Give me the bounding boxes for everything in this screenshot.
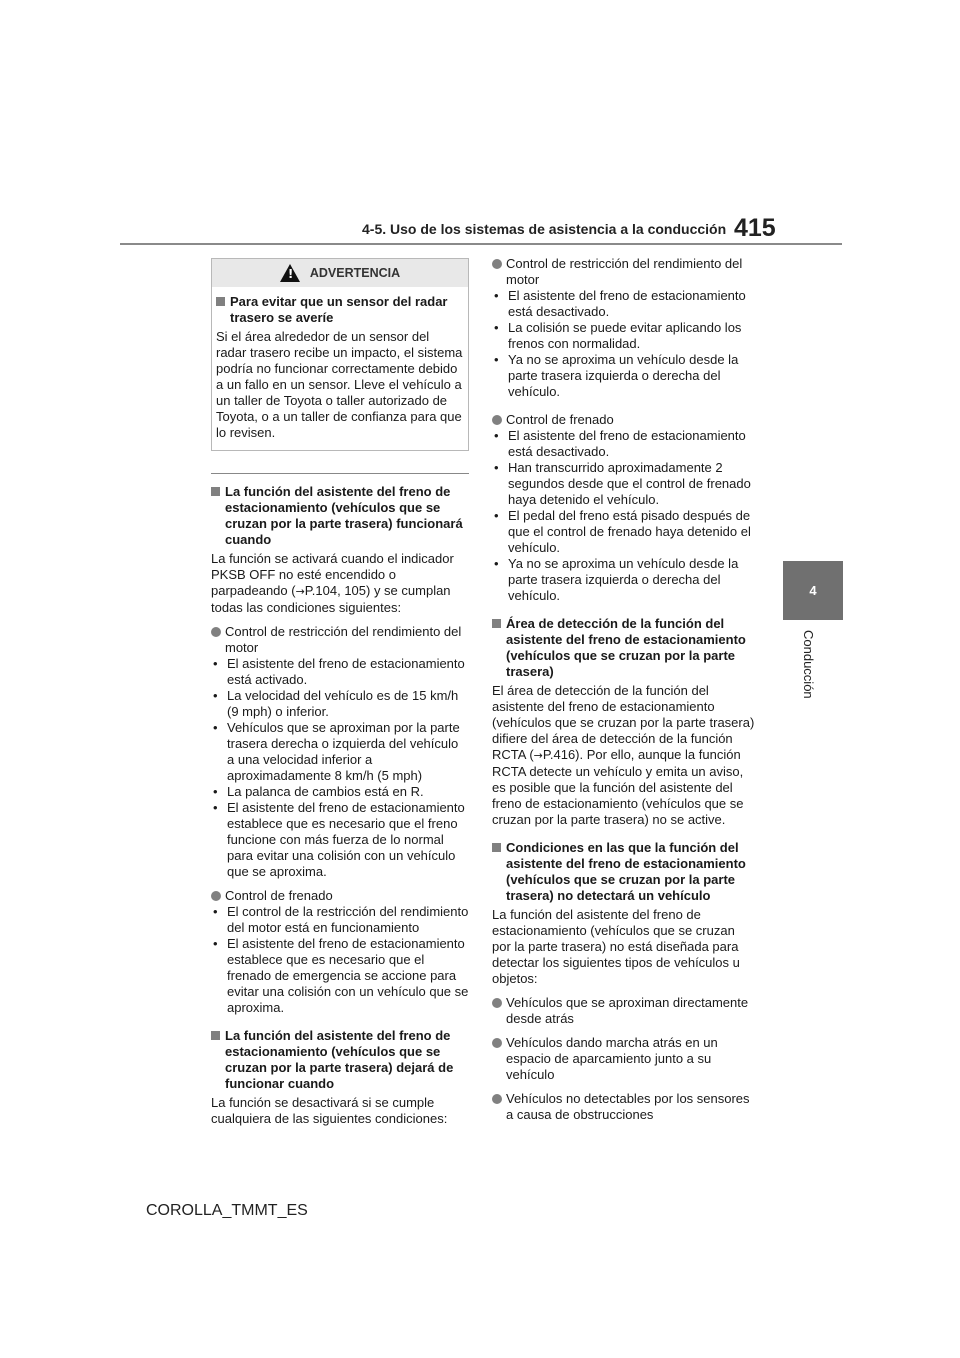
- bullet-mark: •: [494, 556, 499, 571]
- right-column: [492, 256, 756, 1132]
- warning-heading: [216, 294, 463, 326]
- paragraph-text: La función se activará cuando el indicador PKSB OFF no esté encendido o parpadeando (: [211, 551, 454, 598]
- bullet-mark: •: [494, 320, 499, 335]
- bullet-mark: •: [213, 656, 218, 671]
- sub-list-item: [492, 508, 756, 556]
- section-heading-text: Área de detección de la función del asistente del freno de estacionamiento (vehículos que se cruzan por la parte trasera): [506, 616, 746, 679]
- circle-bullet-icon: [492, 1094, 502, 1104]
- sub-list-item: [211, 720, 469, 784]
- sub-list-text: Vehículos que se aproximan por la parte trasera derecha o izquierda del vehículo a una velocidad inferior a aproximadamente 8 km/h (5 mph): [227, 720, 460, 783]
- sub-list-item: [492, 556, 756, 604]
- sub-list-item: [211, 904, 469, 936]
- header-rule: [120, 243, 842, 245]
- page-reference-text: P.416). Por ello, aunque la función RCTA detecte un vehículo y emita un aviso, es posible que la función del asistente del freno de estacionamiento (vehículos que se cruzan por la parte trasera) no se active.: [492, 747, 744, 827]
- page-reference-text: P.104, 105) y se cumplan todas las condiciones siguientes:: [211, 583, 451, 615]
- square-bullet-icon: [492, 843, 501, 852]
- warning-body-text: Si el área alrededor de un sensor del radar trasero recibe un impacto, el sistema podría no funcionar correctamente debido a un fallo en un sensor. Lleve el vehículo a un taller de Toyota o taller autorizado de Toyota, o a un taller de confianza para que lo revisen.: [216, 329, 463, 440]
- paragraph-text: El área de detección de la función del asistente del freno de estacionamiento (vehículos que se cruzan por la parte trasera) difiere del área de detección de la función RCTA (: [492, 683, 755, 762]
- sub-list-item: [492, 428, 756, 460]
- section-non-detection: [492, 840, 756, 1123]
- sub-list: [211, 904, 469, 1016]
- section-paragraph: La función del asistente del freno de estacionamiento (vehículos que se cruzan por la parte trasera) no está diseñada para detectar los siguientes tipos de vehículos u objetos:: [492, 907, 740, 986]
- section-divider: [211, 473, 469, 474]
- sub-list-text: El asistente del freno de estacionamiento está activado.: [227, 656, 465, 687]
- warning-title: ADVERTENCIA: [309, 266, 401, 280]
- sub-list-item: [492, 352, 756, 400]
- list-item: [492, 1035, 756, 1083]
- bullet-mark: •: [213, 784, 218, 799]
- sub-list: [492, 428, 756, 604]
- list-item: [492, 995, 756, 1027]
- sub-list-text: El asistente del freno de estacionamiento está desactivado.: [508, 428, 746, 459]
- sub-list-item: [211, 784, 469, 800]
- circle-bullet-icon: [492, 259, 502, 269]
- bullet-mark: •: [494, 508, 499, 523]
- section-heading: [211, 484, 469, 548]
- circle-bullet-icon: [211, 891, 221, 901]
- section-heading: [492, 840, 756, 904]
- page-number: 415: [734, 214, 776, 242]
- bullet-mark: •: [494, 428, 499, 443]
- chapter-tab-number: 4: [783, 561, 843, 620]
- bullet-mark: •: [213, 904, 218, 919]
- circle-bullet-icon: [211, 627, 221, 637]
- section-heading: [492, 616, 756, 680]
- section-activation: [211, 484, 469, 1016]
- bullet-mark: •: [213, 720, 218, 735]
- list-item-text: Vehículos que se aproximan directamente desde atrás: [506, 995, 749, 1026]
- sub-list: [211, 656, 469, 880]
- list-item: [211, 888, 469, 1016]
- page-reference-arrow-icon: →: [295, 585, 305, 598]
- sub-list-text: El asistente del freno de estacionamiento establece que es necesario que el freno funcione con más fuerza de lo normal para evitar una colisión con un vehículo que se aproxima.: [227, 800, 465, 879]
- sub-list-item: [492, 460, 756, 508]
- list-item-title: Control de frenado: [225, 888, 333, 903]
- sub-list-text: El asistente del freno de estacionamiento establece que es necesario que el frenado de emergencia se accione para evitar una colisión con un vehículo que se aproxima.: [227, 936, 469, 1015]
- list-item-text: Vehículos dando marcha atrás en un espacio de aparcamiento junto a su vehículo: [506, 1035, 718, 1082]
- warning-heading-text: Para evitar que un sensor del radar trasero se averíe: [230, 294, 448, 325]
- section-heading-text: Condiciones en las que la función del asistente del freno de estacionamiento (vehículos que se cruzan por la parte trasera) no detectará un vehículo: [506, 840, 746, 903]
- section-heading: [211, 1028, 469, 1092]
- sub-list-text: Ya no se aproxima un vehículo desde la parte trasera izquierda o derecha del vehículo.: [508, 556, 739, 603]
- section-deactivation: [211, 1028, 469, 1127]
- section-paragraph: [211, 551, 469, 616]
- footer-document-code: COROLLA_TMMT_ES: [146, 1202, 308, 1219]
- section-heading-text: La función del asistente del freno de estacionamiento (vehículos que se cruzan por la parte trasera) dejará de funcionar cuando: [225, 1028, 454, 1091]
- list-item: [492, 412, 756, 604]
- bullet-mark: •: [494, 460, 499, 475]
- sub-list-text: Han transcurrido aproximadamente 2 segundos desde que el control de frenado haya detenido el vehículo.: [508, 460, 751, 507]
- sub-list-text: El asistente del freno de estacionamiento está desactivado.: [508, 288, 746, 319]
- bullet-mark: •: [494, 288, 499, 303]
- chapter-tab-label: Conducción: [801, 630, 816, 699]
- bullet-mark: •: [213, 800, 218, 815]
- sub-list-text: La velocidad del vehículo es de 15 km/h (9 mph) o inferior.: [227, 688, 459, 719]
- bullet-mark: •: [494, 352, 499, 367]
- left-column: [211, 258, 469, 1136]
- square-bullet-icon: [211, 1031, 220, 1040]
- circle-bullet-icon: [492, 415, 502, 425]
- square-bullet-icon: [211, 487, 220, 496]
- list-item-text: Vehículos no detectables por los sensores a causa de obstrucciones: [506, 1091, 750, 1122]
- circle-bullet-icon: [492, 1038, 502, 1048]
- sub-list-item: [211, 936, 469, 1016]
- circle-bullet-icon: [492, 998, 502, 1008]
- page-reference-arrow-icon: →: [533, 749, 543, 762]
- section-heading-text: La función del asistente del freno de estacionamiento (vehículos que se cruzan por la parte trasera) funcionará cuando: [225, 484, 463, 547]
- square-bullet-icon: [492, 619, 501, 628]
- list-item: [492, 256, 756, 400]
- sub-list-item: [211, 656, 469, 688]
- running-header-title: 4-5. Uso de los sistemas de asistencia a la conducción: [362, 221, 727, 237]
- section-paragraph: [492, 683, 756, 828]
- sub-list-item: [211, 688, 469, 720]
- bullet-mark: •: [213, 688, 218, 703]
- sub-list-text: El control de la restricción del rendimiento del motor está en funcionamiento: [227, 904, 469, 935]
- list-item-title: Control de frenado: [506, 412, 614, 427]
- sub-list-text: El pedal del freno está pisado después de que el control de frenado haya detenido el vehículo.: [508, 508, 751, 555]
- warning-box: [211, 258, 469, 451]
- warning-triangle-icon: [280, 264, 300, 282]
- list-item-title: Control de restricción del rendimiento del motor: [225, 624, 462, 655]
- sub-list-item: [492, 320, 756, 352]
- warning-header: [212, 259, 468, 287]
- square-bullet-icon: [216, 297, 225, 306]
- sub-list-item: [211, 800, 469, 880]
- sub-list: [492, 288, 756, 400]
- sub-list-text: Ya no se aproxima un vehículo desde la parte trasera izquierda o derecha del vehículo.: [508, 352, 739, 399]
- section-detection-area: [492, 616, 756, 828]
- list-item-title: Control de restricción del rendimiento del motor: [506, 256, 743, 287]
- sub-list-text: La palanca de cambios está en R.: [227, 784, 424, 799]
- list-item: [211, 624, 469, 880]
- list-item: [492, 1091, 756, 1123]
- sub-list-text: La colisión se puede evitar aplicando los frenos con normalidad.: [508, 320, 742, 351]
- section-paragraph: La función se desactivará si se cumple cualquiera de las siguientes condiciones:: [211, 1095, 448, 1126]
- bullet-mark: •: [213, 936, 218, 951]
- sub-list-item: [492, 288, 756, 320]
